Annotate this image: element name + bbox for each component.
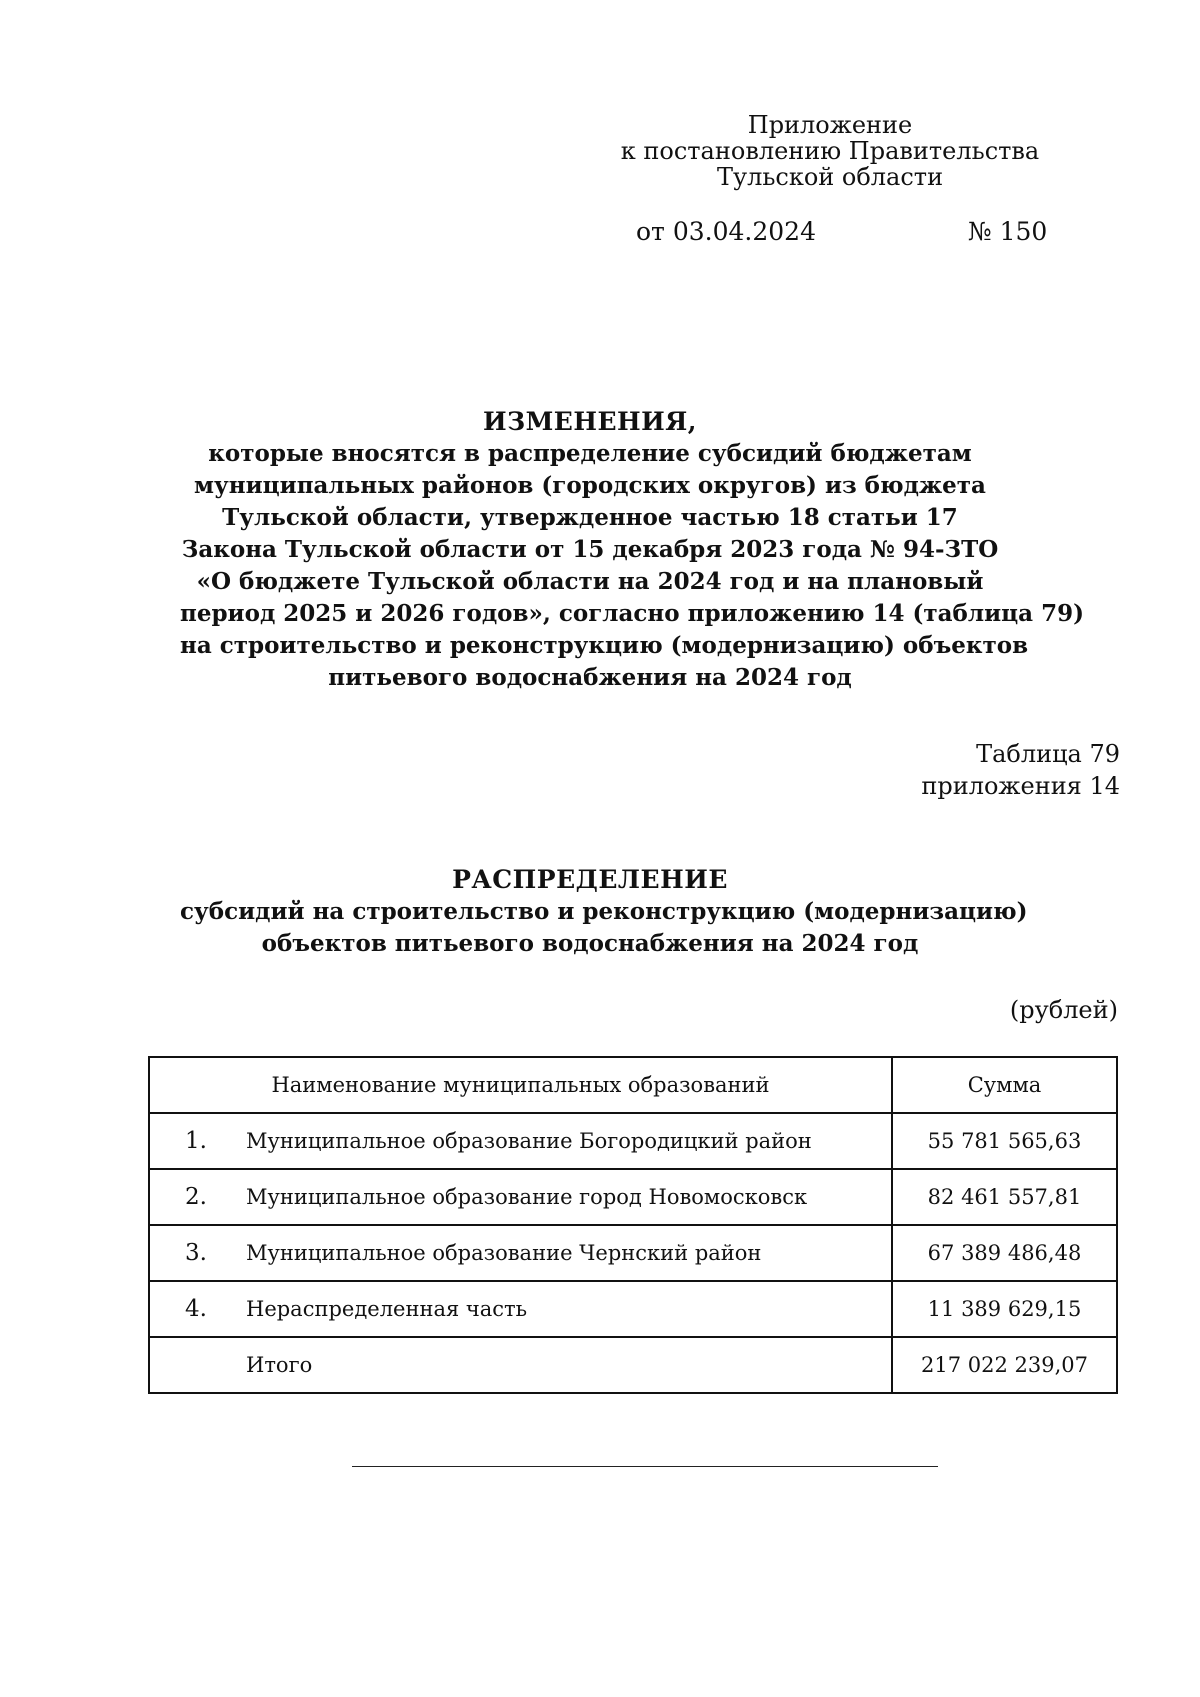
- table-reference: [921, 738, 1120, 802]
- title-line: Тульской области, утвержденное частью 18 статьи 17: [222, 504, 958, 531]
- sum-cell: 82 461 557,81: [892, 1169, 1117, 1225]
- distribution-table: [148, 1056, 1118, 1394]
- title-line: Закона Тульской области от 15 декабря 2023 года № 94-ЗТО: [181, 536, 999, 563]
- row-name: Муниципальное образование Чернский район: [246, 1241, 762, 1265]
- total-name-cell: [149, 1337, 892, 1393]
- table-row: [149, 1281, 1117, 1337]
- end-divider: [352, 1466, 938, 1467]
- table-reference-line-2: приложения 14: [921, 772, 1120, 800]
- row-number: 3.: [185, 1240, 207, 1266]
- changes-title: [180, 406, 1084, 694]
- resolution-date: от 03.04.2024: [636, 217, 816, 246]
- title-line: «О бюджете Тульской области на 2024 год и на плановый: [196, 568, 984, 595]
- sum-cell: 67 389 486,48: [892, 1225, 1117, 1281]
- name-cell: [149, 1169, 892, 1225]
- name-cell: [149, 1225, 892, 1281]
- appendix-line-3: Тульской области: [716, 163, 944, 191]
- table-row: [149, 1113, 1117, 1169]
- resolution-number: № 150: [968, 217, 1048, 246]
- total-sum: 217 022 239,07: [892, 1337, 1117, 1393]
- table-total-row: [149, 1337, 1117, 1393]
- row-name: Нераспределенная часть: [246, 1297, 528, 1321]
- sum-cell: 55 781 565,63: [892, 1113, 1117, 1169]
- table-reference-line-1: Таблица 79: [976, 740, 1120, 768]
- units-label: (рублей): [1009, 996, 1118, 1024]
- title-line: питьевого водоснабжения на 2024 год: [328, 664, 852, 691]
- title-line: период 2025 и 2026 годов», согласно приложению 14 (таблица 79): [180, 600, 1084, 627]
- row-number: 1.: [185, 1128, 207, 1154]
- row-name: Муниципальное образование Богородицкий район: [246, 1129, 812, 1153]
- distribution-line-2: объектов питьевого водоснабжения на 2024 год: [261, 930, 919, 957]
- row-name: Муниципальное образование город Новомосковск: [246, 1185, 808, 1209]
- header-name: Наименование муниципальных образований: [149, 1057, 892, 1113]
- appendix-line-2: к постановлению Правительства: [620, 137, 1040, 165]
- table-header-row: [149, 1057, 1117, 1113]
- name-cell: [149, 1113, 892, 1169]
- row-number: 4.: [185, 1296, 207, 1322]
- row-number: 2.: [185, 1184, 207, 1210]
- distribution-title: [180, 864, 1028, 960]
- changes-heading: ИЗМЕНЕНИЯ,: [482, 407, 698, 436]
- title-line: муниципальных районов (городских округов) из бюджета: [194, 472, 986, 499]
- sum-cell: 11 389 629,15: [892, 1281, 1117, 1337]
- appendix-line-1: Приложение: [747, 111, 913, 139]
- distribution-line-1: субсидий на строительство и реконструкцию (модернизацию): [180, 898, 1028, 925]
- title-line: которые вносятся в распределение субсидий бюджетам: [208, 440, 972, 467]
- total-label: Итого: [246, 1353, 313, 1377]
- table-row: [149, 1169, 1117, 1225]
- name-cell: [149, 1281, 892, 1337]
- table-row: [149, 1225, 1117, 1281]
- appendix-header: [600, 112, 1060, 190]
- distribution-heading: РАСПРЕДЕЛЕНИЕ: [452, 865, 728, 894]
- title-line: на строительство и реконструкцию (модернизацию) объектов: [180, 632, 1029, 659]
- header-sum: Сумма: [892, 1057, 1117, 1113]
